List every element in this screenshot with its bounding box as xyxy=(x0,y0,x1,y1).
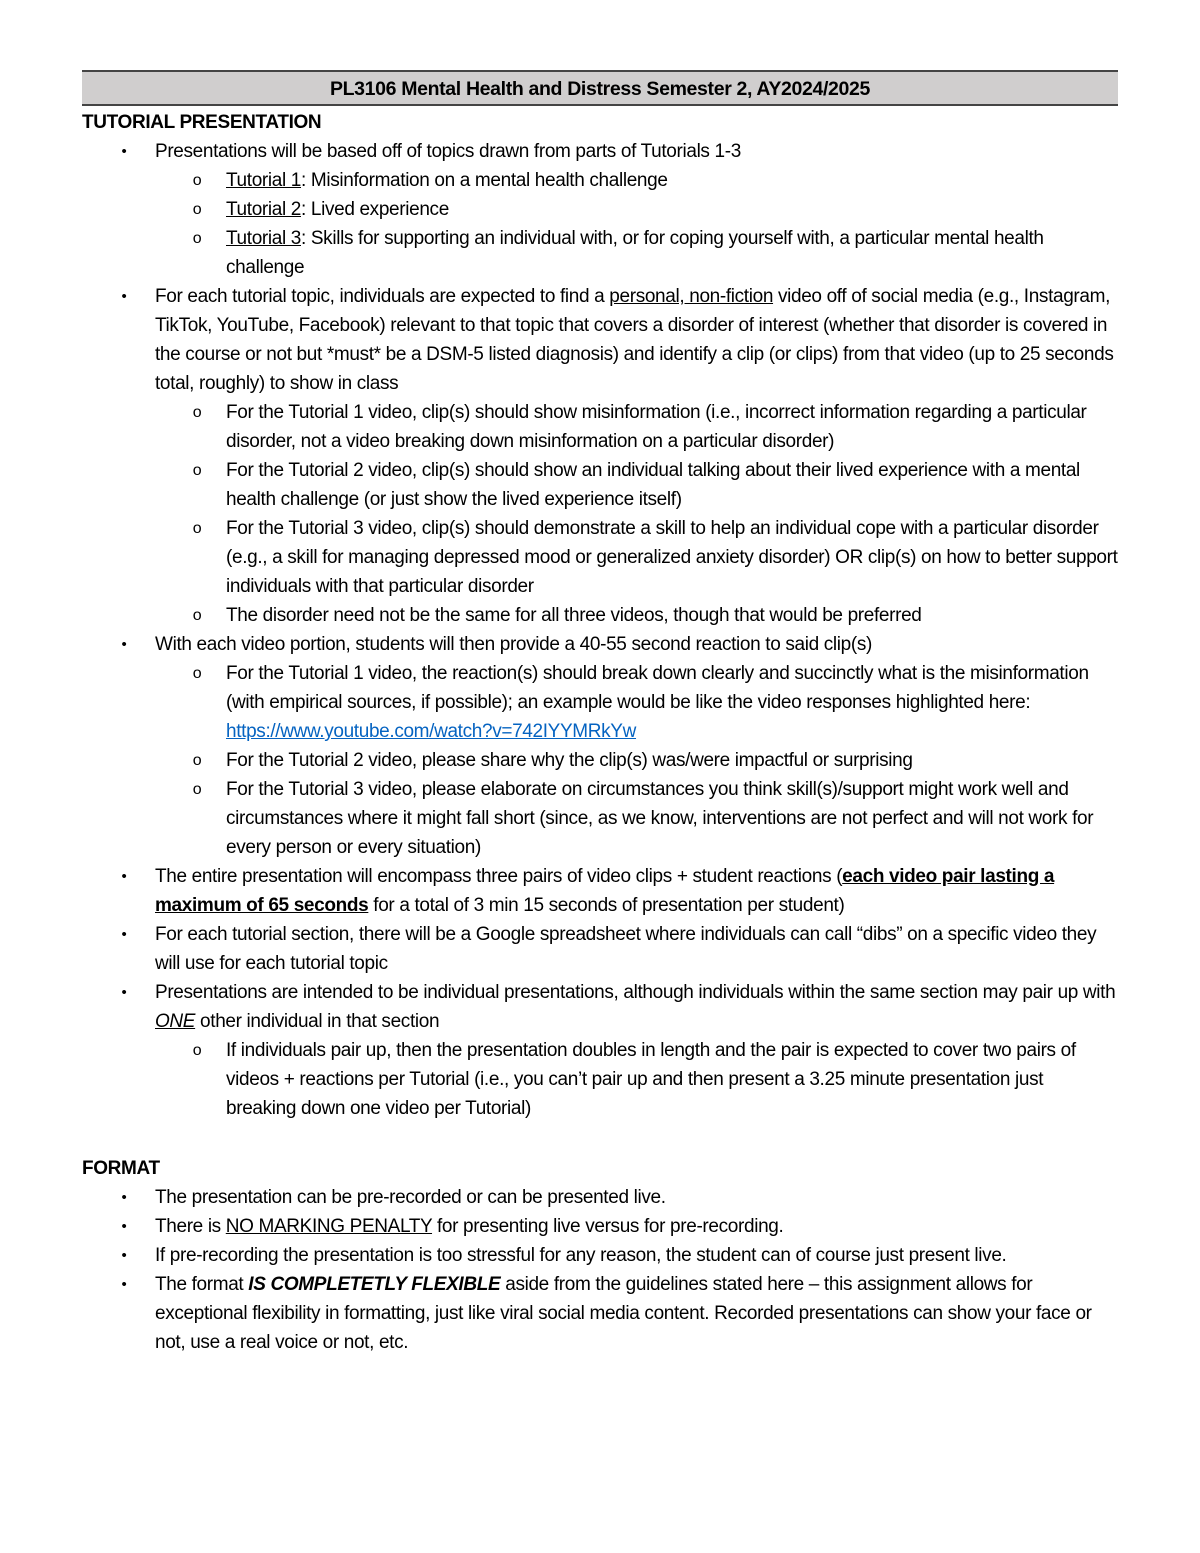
bullet-icon: • xyxy=(121,288,127,305)
sub-bullet-icon: o xyxy=(192,781,202,798)
list-item xyxy=(82,282,1118,398)
sub-bullet-icon: o xyxy=(192,1042,202,1059)
list-item xyxy=(82,630,1118,659)
bullet-icon: • xyxy=(121,143,127,160)
list-item xyxy=(82,456,1118,514)
text-segment: For each tutorial section, there will be a Google spreadsheet where individuals can call “dibs” on a specific video they will use for each tutorial topic xyxy=(155,924,1097,974)
youtube-link[interactable]: https://www.youtube.com/watch?v=742IYYMRkYw xyxy=(226,721,637,742)
text-segment: If individuals pair up, then the presentation doubles in length and the pair is expected to cover two pairs of videos + reactions per Tutorial (i.e., you can’t pair up and then present a 3.25 minute presentation just breaking down one video per Tutorial) xyxy=(226,1040,1076,1119)
document-body xyxy=(82,108,1118,1357)
bullet-icon: • xyxy=(121,926,127,943)
text-segment: video off of social media (e.g., Instagram, TikTok, YouTube, Facebook) relevant to that topic that covers a disorder of interest (whether that disorder is covered in the course or not but *must* be a DSM-5 listed diagnosis) and identify a clip (or clips) from that video (up to 25 seconds total, roughly) to show in class xyxy=(155,286,1114,394)
list-item xyxy=(82,862,1118,920)
text-segment: Presentations are intended to be individual presentations, although individuals within the same section may pair up with xyxy=(155,982,1116,1003)
sub-bullet-icon: o xyxy=(192,607,202,624)
text-segment: : Lived experience xyxy=(301,199,449,220)
text-segment: For the Tutorial 3 video, please elaborate on circumstances you think skill(s)/support might work well and circumstances where it might fall short (since, as we know, interventions are not perfect and will not work for every person or every situation) xyxy=(226,779,1094,858)
text-segment: other individual in that section xyxy=(195,1011,440,1032)
sub-bullet-icon: o xyxy=(192,520,202,537)
bullet-icon: • xyxy=(121,868,127,885)
list-item xyxy=(82,920,1118,978)
text-segment: The format xyxy=(155,1274,249,1295)
text-segment: Presentations will be based off of topics drawn from parts of Tutorials 1-3 xyxy=(155,141,741,162)
list-item xyxy=(82,195,1118,224)
bullet-list xyxy=(82,137,1118,1123)
list-item xyxy=(82,514,1118,601)
bullet-icon: • xyxy=(121,1276,127,1293)
text-segment: Tutorial 2 xyxy=(226,199,301,220)
text-segment: For the Tutorial 1 video, clip(s) should show misinformation (i.e., incorrect information regarding a particular disorder, not a video breaking down misinformation on a particular disorder) xyxy=(226,402,1087,452)
bullet-list xyxy=(82,1183,1118,1357)
bullet-icon: • xyxy=(121,1247,127,1264)
list-item xyxy=(82,746,1118,775)
sub-bullet-icon: o xyxy=(192,462,202,479)
bullet-icon: • xyxy=(121,1218,127,1235)
list-item xyxy=(82,978,1118,1036)
list-item xyxy=(82,137,1118,166)
sub-bullet-icon: o xyxy=(192,230,202,247)
text-segment: For each tutorial topic, individuals are expected to find a xyxy=(155,286,610,307)
document-page xyxy=(82,70,1118,1357)
text-segment: For the Tutorial 1 video, the reaction(s) should break down clearly and succinctly what is the misinformation (with empirical sources, if possible); an example would be like the video responses highlighted here: xyxy=(226,663,1089,713)
text-segment: aside from the guidelines stated here – this assignment allows for exceptional flexibility in formatting, just like viral social media content. Recorded presentations can show your face or not, use a real voice or not, etc. xyxy=(155,1274,1092,1353)
text-segment: Tutorial 3 xyxy=(226,228,301,249)
section-spacer xyxy=(82,1123,1118,1152)
text-segment: The entire presentation will encompass three pairs of video clips + student reactions ( xyxy=(155,866,843,887)
sub-bullet-icon: o xyxy=(192,665,202,682)
bullet-icon: • xyxy=(121,1189,127,1206)
text-segment: NO MARKING PENALTY xyxy=(225,1216,433,1237)
list-item xyxy=(82,659,1118,746)
list-item xyxy=(82,1183,1118,1212)
text-segment: each video pair lasting a maximum of 65 seconds xyxy=(155,866,1055,916)
text-segment: personal, non-fiction xyxy=(609,286,774,307)
text-segment: The disorder need not be the same for all three videos, though that would be preferred xyxy=(226,605,922,626)
text-segment: For the Tutorial 2 video, please share why the clip(s) was/were impactful or surprising xyxy=(226,750,913,771)
text-segment: There is xyxy=(155,1216,226,1237)
bullet-icon: • xyxy=(121,984,127,1001)
text-segment: For the Tutorial 2 video, clip(s) should show an individual talking about their lived experience with a mental health challenge (or just show the lived experience itself) xyxy=(226,460,1080,510)
list-item xyxy=(82,1270,1118,1357)
bullet-icon: • xyxy=(121,636,127,653)
text-segment: : Skills for supporting an individual with, or for coping yourself with, a particular mental health challenge xyxy=(226,228,1044,278)
sub-bullet-icon: o xyxy=(192,172,202,189)
document-title: PL3106 Mental Health and Distress Semester 2, AY2024/2025 xyxy=(82,70,1118,106)
section-heading: TUTORIAL PRESENTATION xyxy=(82,112,322,133)
list-item xyxy=(82,1212,1118,1241)
text-segment: With each video portion, students will then provide a 40-55 second reaction to said clip(s) xyxy=(155,634,872,655)
list-item xyxy=(82,601,1118,630)
text-segment: for presenting live versus for pre-recording. xyxy=(432,1216,784,1237)
sub-bullet-icon: o xyxy=(192,752,202,769)
text-segment: If pre-recording the presentation is too stressful for any reason, the student can of course just present live. xyxy=(155,1245,1007,1266)
sub-bullet-icon: o xyxy=(192,404,202,421)
sub-bullet-icon: o xyxy=(192,201,202,218)
text-segment: IS COMPLETETLY FLEXIBLE xyxy=(248,1274,501,1295)
text-segment: for a total of 3 min 15 seconds of presentation per student) xyxy=(368,895,845,916)
section-heading: FORMAT xyxy=(82,1158,160,1179)
list-item xyxy=(82,224,1118,282)
text-segment: ONE xyxy=(155,1011,196,1032)
list-item xyxy=(82,1241,1118,1270)
text-segment: The presentation can be pre-recorded or can be presented live. xyxy=(155,1187,666,1208)
text-segment: Tutorial 1 xyxy=(226,170,301,191)
list-item xyxy=(82,1036,1118,1123)
text-segment: : Misinformation on a mental health challenge xyxy=(301,170,668,191)
list-item xyxy=(82,398,1118,456)
list-item xyxy=(82,775,1118,862)
list-item xyxy=(82,166,1118,195)
text-segment: For the Tutorial 3 video, clip(s) should demonstrate a skill to help an individual cope with a particular disorder (e.g., a skill for managing depressed mood or generalized anxiety disorder) OR clip(s) on how to better support individuals with that particular disorder xyxy=(226,518,1118,597)
